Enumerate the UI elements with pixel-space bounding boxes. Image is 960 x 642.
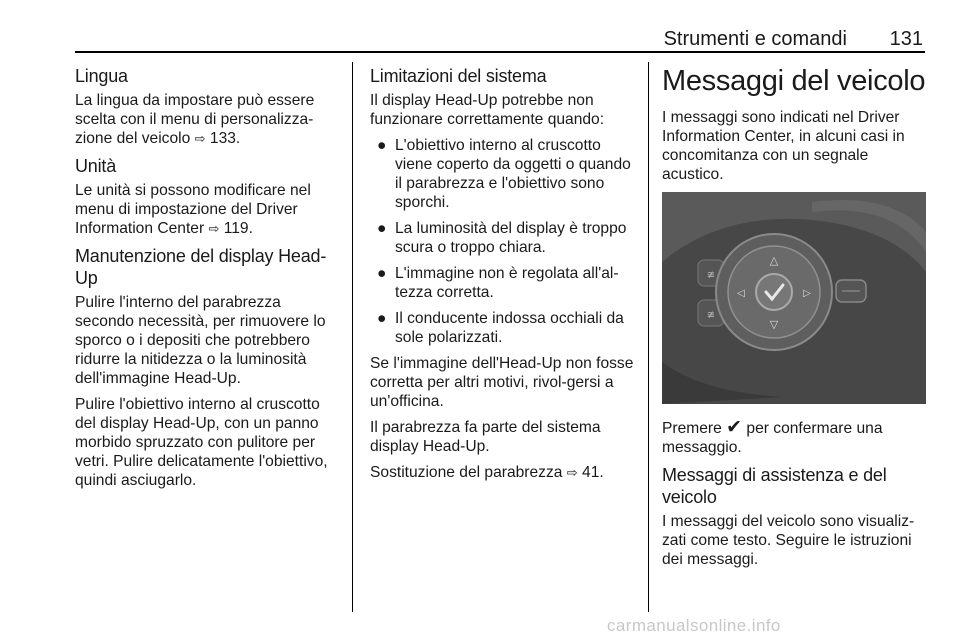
bullet-icon: ● [377, 310, 387, 327]
page-number: 131 [889, 28, 923, 50]
xref-arrow-icon: ⇨ [566, 465, 578, 480]
paragraph-manutenzione-2: Pulire l'obiettivo interno al cruscotto del display Head-Up, con un panno morbido spruzzato con pulitore per vetri. Pulire delicatamente l'obiettivo, quindi asciugarlo. [75, 396, 328, 489]
list-item: ● L'obiettivo interno al cruscotto viene coperto da oggetti o quando il parabrezza e l'obiettivo sono sporchi. [377, 137, 631, 211]
paragraph-premere: Premere ✔ per confermare una messaggio. [662, 417, 883, 456]
xref-link-133[interactable]: 133. [209, 130, 241, 147]
paragraph-parabrezza: Il parabrezza fa parte del sistema display Head-Up. [370, 419, 601, 455]
steering-wheel-illustration [662, 192, 926, 404]
xref-link-119[interactable]: 119. [223, 220, 253, 237]
bullet-list [370, 136, 638, 347]
column-3 [662, 62, 927, 576]
heading-limitazioni: Limitazioni del sistema [370, 66, 547, 86]
xref-link-41[interactable]: 41. [582, 464, 604, 481]
column-2 [370, 62, 638, 489]
xref-arrow-icon: ⇨ [194, 131, 206, 146]
paragraph-intro: I messaggi sono indicati nel Driver Information Center, in alcuni casi in concomitanza con un segnale acustico. [662, 109, 905, 183]
column-1 [75, 62, 337, 497]
list-item: ● La luminosità del display è troppo scura o troppo chiara. [377, 220, 627, 256]
paragraph-unita: Le unità si possono modificare nel menu di impostazione del Driver Information Center ⇨ 119. [75, 182, 311, 237]
svg-text:▽: ▽ [769, 318, 779, 331]
checkmark-icon: ✔ [726, 417, 743, 438]
bullet-icon: ● [377, 137, 387, 154]
svg-text:△: △ [769, 254, 779, 267]
heading-assistenza: Messaggi di assistenza e del veicolo [662, 465, 887, 507]
heading-manutenzione: Manutenzione del display Head-Up [75, 246, 327, 288]
watermark: carmanualsonline.info [607, 616, 781, 635]
section-title: Strumenti e comandi [663, 28, 847, 50]
paragraph-officina: Se l'immagine dell'Head-Up non fosse corretta per altri motivi, rivol-gersi a un'officina. [370, 355, 634, 410]
bullet-icon: ● [377, 220, 387, 237]
column-divider [352, 62, 353, 612]
paragraph-assistenza: I messaggi del veicolo sono visualiz-zati come testo. Seguire le istruzioni dei messaggi. [662, 513, 915, 568]
steering-wheel-controls-image [662, 192, 926, 404]
paragraph-manutenzione-1: Pulire l'interno del parabrezza secondo necessità, per rimuovere lo sporco o i depositi che potrebbero ridurre la nitidezza o la luminosità dell'immagine Head-Up. [75, 294, 326, 387]
heading-lingua: Lingua [75, 66, 128, 86]
list-item: ● L'immagine non è regolata all'al-tezza corretta. [377, 265, 619, 301]
xref-arrow-icon: ⇨ [208, 221, 220, 236]
page-header [75, 28, 925, 50]
bullet-icon: ● [377, 265, 387, 282]
svg-text:≇: ≇ [706, 270, 716, 281]
main-heading: Messaggi del veicolo [662, 65, 926, 97]
svg-text:◁: ◁ [737, 288, 745, 299]
paragraph-limitazioni-intro: Il display Head-Up potrebbe non funzionare correttamente quando: [370, 92, 605, 128]
heading-unita: Unità [75, 156, 117, 176]
svg-text:▷: ▷ [803, 288, 811, 299]
column-divider [648, 62, 649, 612]
list-item: ● Il conducente indossa occhiali da sole polarizzati. [377, 310, 624, 346]
paragraph-sostituzione: Sostituzione del parabrezza ⇨ 41. [370, 464, 604, 481]
svg-text:≇: ≇ [706, 310, 716, 321]
header-rule [75, 51, 925, 53]
paragraph-lingua: La lingua da impostare può essere scelta con il menu di personalizza-zione del veicolo ⇨ 133. [75, 92, 315, 147]
